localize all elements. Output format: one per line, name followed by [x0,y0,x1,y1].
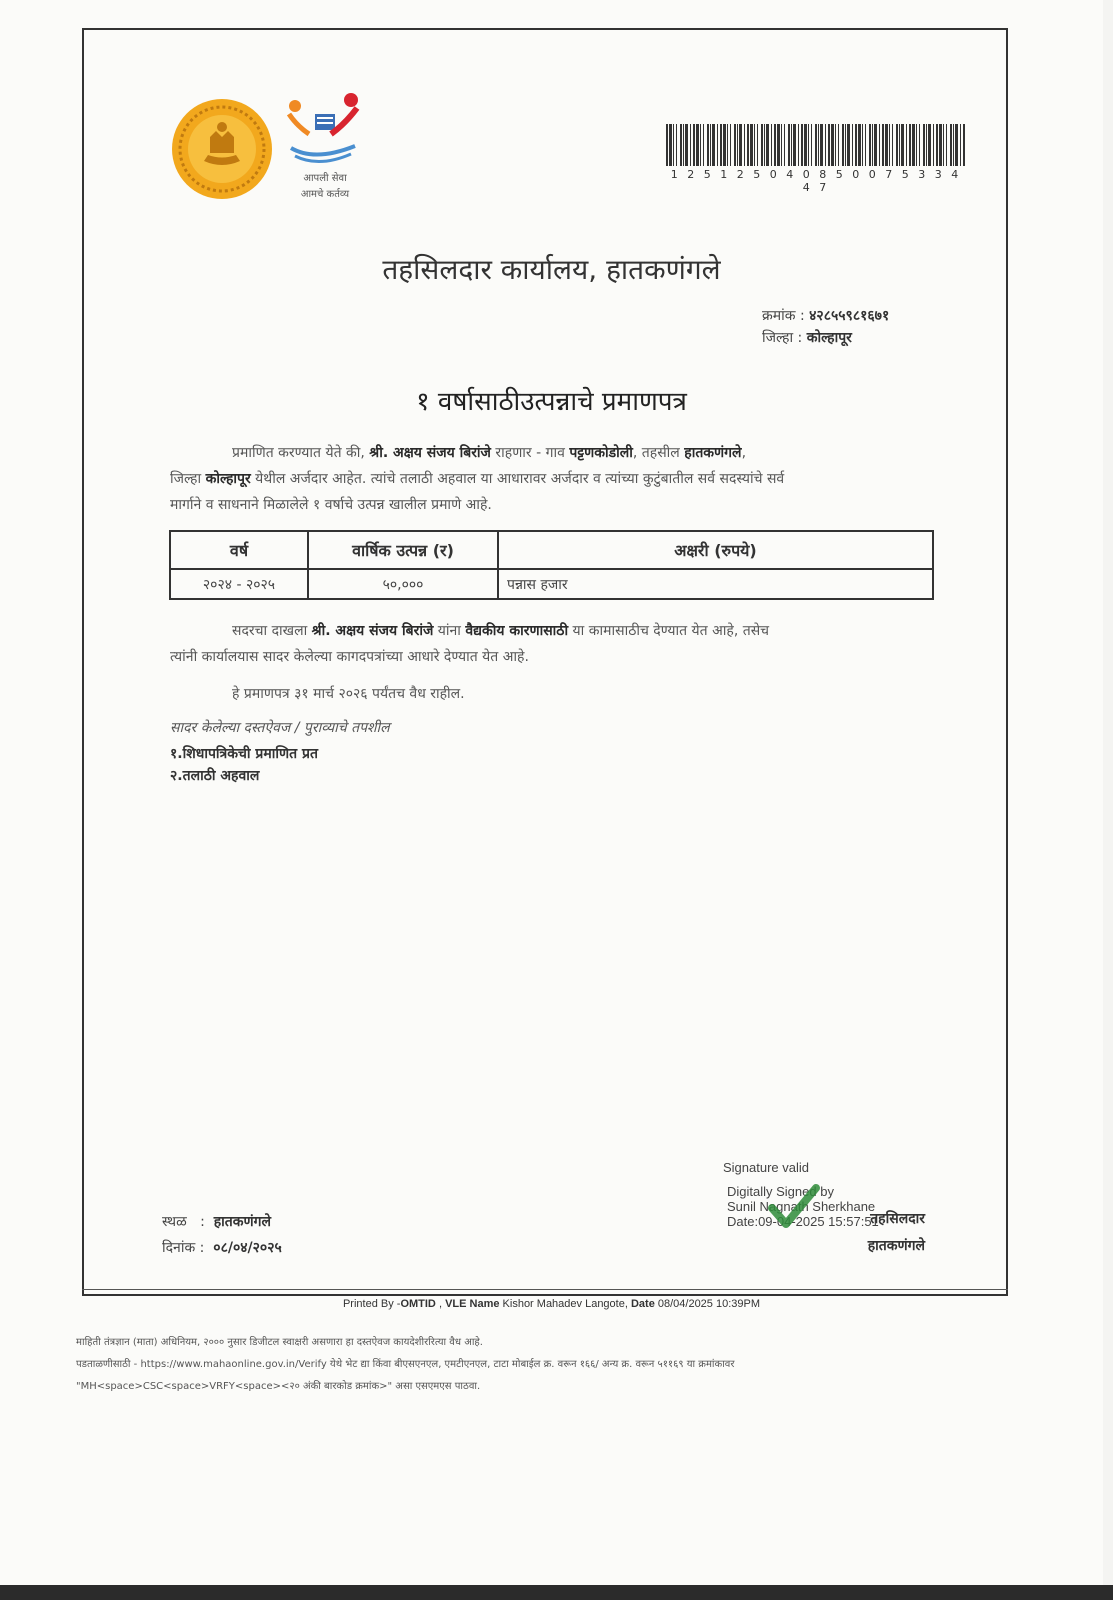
date-value: ०८/०४/२०२५ [213,1240,282,1256]
intro-paragraph: प्रमाणित करण्यात येते की, श्री. अक्षय संजय बिरांजे राहणार - गाव पट्टणकोडोली, तहसील हातकणंगले, जिल्हा कोल्हापूर येथील अर्जदार आहेत. त्यांचे तलाठी अहवाल या आधारावर अर्जदार व त्यांच्या कुटुंबातील सर्व सदस्यांचे सर्व मार्गाने व साधनाने मिळालेले १ वर्षाचे उत्पन्न खालील प्रमाणे आहे. [170,445,785,513]
footer-verify-note: पडताळणीसाठी - https://www.mahaonline.gov.in/Verify येथे भेट द्या किंवा बीएसएनएल, एमटीएनएल, टाटा मोबाईल क्र. वरून १६६/ अन्य क्र. वरून ५११६९ या क्रमांकावर [76,1359,735,1370]
applicant-name: श्री. अक्षय संजय बिरांजे [369,445,491,461]
logo-tagline-1: आपली सेवा [303,173,347,184]
cell-year: २०२४ - २०२५ [170,569,308,599]
table-row [170,569,933,599]
income-table [169,530,934,600]
cell-income: ५०,००० [308,569,498,599]
document-item-2: २.तलाठी अहवाल [170,768,260,784]
barcode-icon [666,124,966,166]
footer-sms-note: "MH<space>CSC<space>VRFY<space><२० अंकी बारकोड क्रमांक>" असा एसएमएस पाठवा. [76,1381,481,1392]
place-value: हातकणंगले [213,1214,272,1230]
purpose-paragraph: सदरचा दाखला श्री. अक्षय संजय बिरांजे यांना वैद्यकीय कारणासाठी या कामासाठीच देण्यात येत आहे, तसेच त्यांनी कार्यालयास सादर केलेल्या कागदपत्रांच्या आधारे देण्यात येत आहे. [170,623,770,665]
district: कोल्हापूर [205,471,251,487]
signature-check-icon [768,1180,820,1232]
kramank: क्रमांक : ४२८५५९८१६७१ [762,308,890,324]
place-line: स्थळ : हातकणंगले [162,1214,272,1230]
office-title: तहसिलदार कार्यालय, हातकणंगले [382,253,721,286]
purpose-reason: वैद्यकीय कारणासाठी [465,623,569,639]
jilha: जिल्हा : कोल्हापूर [762,330,852,346]
printed-by-line: Printed By -OMTID , VLE Name Kishor Mahadev Langote, Date 08/04/2025 10:39PM [342,1298,761,1310]
date-line: दिनांक : ०८/०४/२०२५ [162,1240,282,1256]
document-item-1: १.शिधापत्रिकेची प्रमाणित प्रत [170,746,318,762]
digital-signature-block: Digitally Signed by Sunil Nagnath Sherkhane Date:09-04-2025 15:57:51 [727,1184,879,1229]
documents-title: सादर केलेल्या दस्तऐवज / पुराव्याचे तपशील [170,720,390,736]
col-in-words: अक्षरी (रुपये) [498,531,933,569]
col-annual-income: वार्षिक उत्पन्न (र) [308,531,498,569]
signatory-office: हातकणंगले [867,1238,925,1254]
printed-divider [82,1289,1008,1290]
kramank-value: ४२८५५९८१६७१ [809,308,890,324]
barcode-number: 1 2 5 1 2 5 0 4 0 8 5 0 0 7 5 3 3 4 4 7 [670,168,962,194]
maharashtra-seal-icon [170,97,274,201]
purpose-name: श्री. अक्षय संजय बिरांजे [311,623,434,639]
signatory-designation: तहसिलदार [870,1211,925,1227]
footer-legal-note: माहिती तंत्रज्ञान (माता) अधिनियम, २००० नुसार डिजीटल स्वाक्षरी असणारा हा दस्तऐवज कायदेशीररित्या वैध आहे. [76,1337,483,1348]
col-year: वर्ष [170,531,308,569]
signature-valid: Signature valid [723,1160,809,1175]
certificate-title: १ वर्षासाठीउत्पन्नाचे प्रमाणपत्र [416,387,687,417]
taluka: हातकणंगले [684,445,742,461]
jilha-value: कोल्हापूर [806,330,852,346]
validity-text: हे प्रमाणपत्र ३१ मार्च २०२६ पर्यंतच वैध राहील. [232,686,465,702]
village: पट्टणकोडोली [569,445,633,461]
logo-tagline-2: आमचे कर्तव्य [300,189,350,200]
scan-edge [0,1585,1113,1600]
cell-words: पन्नास हजार [498,569,933,599]
